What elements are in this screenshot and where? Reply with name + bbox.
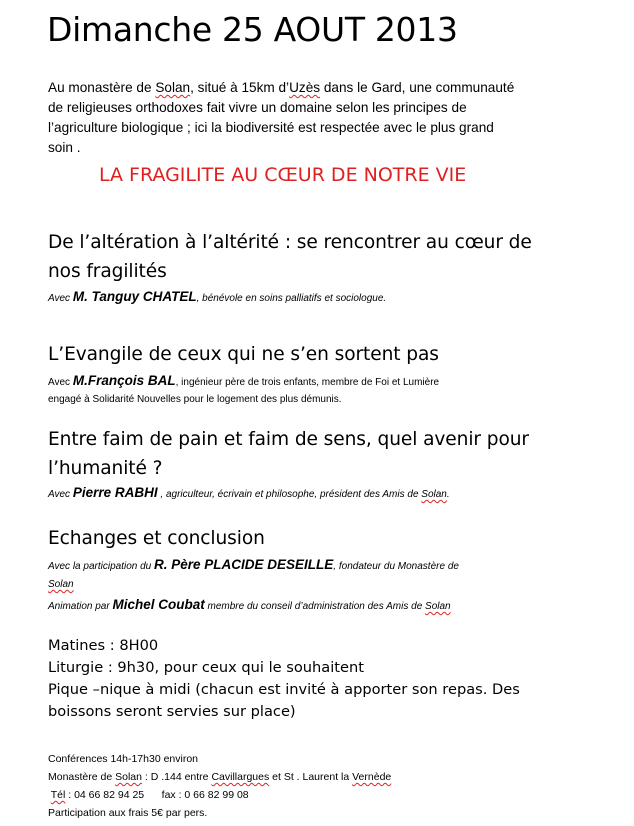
info-line: Participation aux frais 5€ par pers. (48, 807, 208, 819)
intro-line: Au monastère de Solan, situé à 15km d’Uzès dans le Gard, une communauté (48, 80, 515, 95)
schedule-line: Matines : 8H00 (48, 637, 159, 654)
schedule-line: Liturgie : 9h30, pour ceux qui le souhaitent (48, 659, 364, 676)
talk-4-animation: Animation par Michel Coubat membre du conseil d’administration des Amis de Solan (48, 597, 451, 612)
schedule-line: boissons seront servies sur place) (48, 703, 296, 720)
talk-1-speaker: Avec M. Tanguy CHATEL, bénévole en soins palliatifs et sociologue. (48, 289, 387, 304)
info-line: Conférences 14h-17h30 environ (48, 753, 199, 765)
talk-1-title: De l’altération à l’altérité : se rencontrer au cœur de nos fragilités (48, 232, 532, 282)
schedule-line: Pique –nique à midi (chacun est invité à apporter son repas. Des (48, 681, 520, 698)
intro-paragraph (48, 78, 514, 158)
talk-4-participation: Avec la participation du R. Père PLACIDE DESEILLE, fondateur du Monastère de Solan (48, 557, 459, 590)
talk-3-title: Entre faim de pain et faim de sens, quel avenir pour l’humanité ? (48, 429, 529, 479)
talk-2-speaker: Avec M.François BAL, ingénieur père de trois enfants, membre de Foi et Lumière engagé à Solidarité Nouvelles pour le logement des plus démunis. (48, 373, 440, 405)
info-line: Monastère de Solan : D .144 entre Cavillargues et St . Laurent la Vernède (48, 771, 392, 783)
schedule-block (48, 635, 520, 723)
intro-line: l’agriculture biologique ; ici la biodiversité est respectée avec le plus grand (48, 120, 494, 135)
page-title: Dimanche 25 AOUT 2013 (47, 10, 458, 49)
practical-info (48, 750, 391, 822)
talk-4-title: Echanges et conclusion (48, 528, 265, 549)
talk-3-speaker: Avec Pierre RABHI , agriculteur, écrivain et philosophe, président des Amis de Solan. (48, 485, 450, 500)
event-subtitle: LA FRAGILITE AU CŒUR DE NOTRE VIE (99, 164, 467, 186)
intro-line: soin . (48, 140, 81, 155)
info-line: Tél : 04 66 82 94 25 fax : 0 66 82 99 08 (50, 789, 249, 801)
intro-line: de religieuses orthodoxes fait vivre un domaine selon les principes de (48, 100, 467, 115)
talk-2-title: L’Evangile de ceux qui ne s’en sortent pas (48, 344, 439, 365)
